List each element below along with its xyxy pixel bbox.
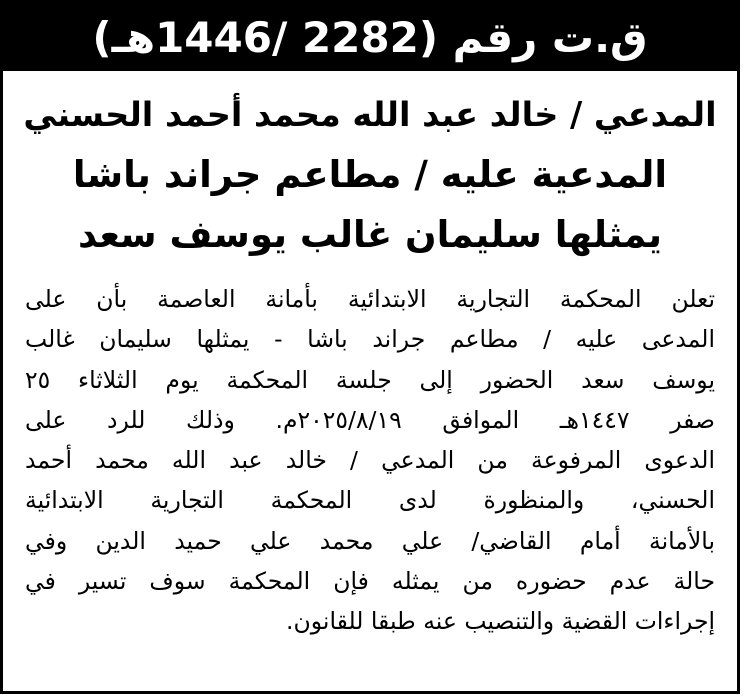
body-line-4: صفر ١٤٤٧هـ الموافق ٢٠٢٥/٨/١٩م. وذلك للرد على	[25, 405, 715, 434]
plaintiff-line: المدعي / خالد عبد الله محمد أحمد الحسني	[23, 95, 717, 134]
body-line-1: تعلن المحكمة التجارية الابتدائية بأمانة العاصمة بأن على	[25, 285, 715, 313]
defendant-line: المدعية عليه / مطاعم جراند باشا	[72, 153, 668, 196]
notice-body	[25, 279, 715, 642]
case-number-banner	[3, 3, 737, 71]
body-line-6: الحسني، والمنظورة لدى المحكمة التجارية الابتدائية	[25, 486, 715, 515]
body-line-5: الدعوى المرفوعة من المدعي / خالد عبد الله محمد أحمد	[25, 446, 715, 475]
body-line-9: إجراءات القضية والتنصيب عنه طبقا للقانون.	[286, 607, 715, 636]
parties-block	[3, 85, 737, 265]
case-number: ق.ت رقم (2282 /1446هـ)	[92, 12, 648, 62]
representative-line: يمثلها سليمان غالب يوسف سعد	[77, 213, 663, 256]
body-line-8: حالة عدم حضوره من يمثله فإن المحكمة سوف تسير في	[25, 567, 715, 596]
body-line-7: بالأمانة أمام القاضي/ علي محمد علي حميد الدين وفي	[25, 526, 715, 555]
body-line-3: يوسف سعد الحضور إلى جلسة المحكمة يوم الثلاثاء ٢٥	[25, 365, 715, 394]
body-line-2: المدعى عليه / مطاعم جراند باشا - يمثلها سليمان غالب	[25, 325, 715, 354]
